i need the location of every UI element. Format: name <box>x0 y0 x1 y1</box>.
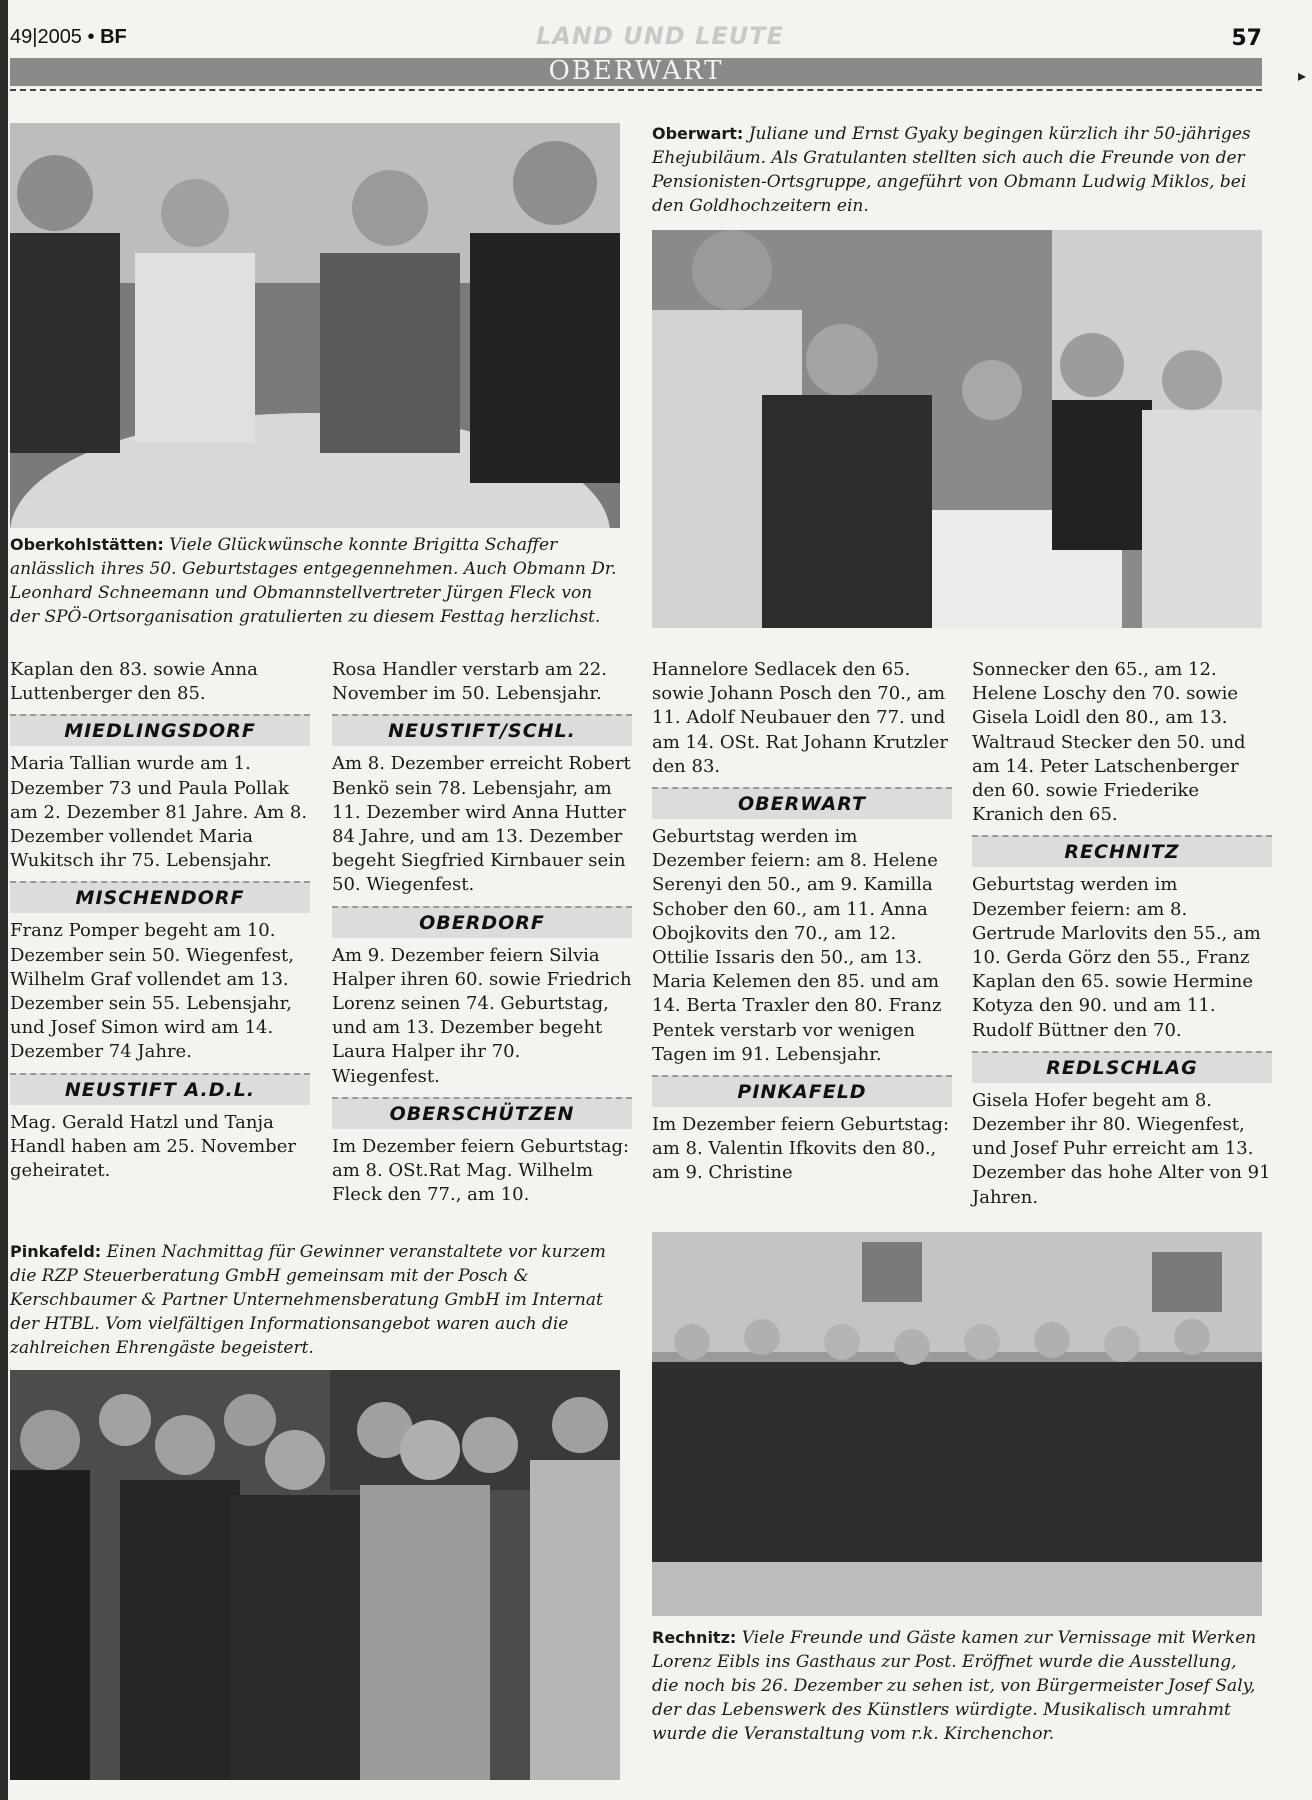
photo-oberkohlstaetten <box>10 123 620 528</box>
issue-header <box>10 26 127 49</box>
text-column-4 <box>972 658 1272 1210</box>
article-miedlingsdorf: Maria Tallian wurde am 1. Dezember 73 und Paula Pollak am 2. Dezember 81 Jahre. Am 8. Dezember vollendet Maria Wukitsch ihr 75. Lebensjahr. <box>10 753 308 872</box>
caption-pinkafeld <box>10 1240 620 1360</box>
page-spine-edge <box>0 0 8 1800</box>
heading-oberwart: OBERWART <box>652 787 952 819</box>
caption-place-label: Oberwart: <box>652 124 744 143</box>
heading-oberdorf: OBERDORF <box>332 906 632 938</box>
photo-pinkafeld <box>10 1370 620 1780</box>
column-intro: Rosa Handler verstarb am 22. November im 50. Lebensjahr. <box>332 659 607 705</box>
column-intro: Kaplan den 83. sowie Anna Luttenberger den 85. <box>10 659 258 705</box>
caption-oberwart <box>652 122 1252 218</box>
article-oberschuetzen: Im Dezember feiern Geburtstag: am 8. OSt.Rat Mag. Wilhelm Fleck den 77., am 10. <box>332 1135 630 1206</box>
heading-miedlingsdorf: MIEDLINGSDORF <box>10 714 310 746</box>
article-neustift-adl: Mag. Gerald Hatzl und Tanja Handl haben am 25. November geheiratet. <box>10 1111 296 1182</box>
section-title: LAND UND LEUTE <box>535 22 785 50</box>
caption-text: Einen Nachmittag für Gewinner veranstaltete vor kurzem die RZP Steuerberatung GmbH gemeinsam mit der Posch & Kerschbaumer & Partner Unternehmensberatung GmbH im Internat der HTBL. Vom vielfältigen Informationsangebot waren auch die zahlreichen Ehrengäste begeistert. <box>10 1242 606 1358</box>
column-intro: Hannelore Sedlacek den 65. sowie Johann Posch den 70., am 11. Adolf Neubauer den 77. und am 14. OSt. Rat Johann Krutzler den 83. <box>652 659 948 777</box>
caption-place-label: Pinkafeld: <box>10 1242 102 1261</box>
photo-oberwart <box>652 230 1262 628</box>
heading-neustift-adl: NEUSTIFT A.D.L. <box>10 1073 310 1105</box>
header-divider <box>10 89 1262 91</box>
photo-rechnitz <box>652 1232 1262 1616</box>
text-column-3 <box>652 658 952 1186</box>
heading-redlschlag: REDLSCHLAG <box>972 1051 1272 1083</box>
region-title: OBERWART <box>548 56 724 86</box>
heading-neustift-schl: NEUSTIFT/SCHL. <box>332 714 632 746</box>
caption-place-label: Oberkohlstätten: <box>10 535 164 554</box>
publication-name: BF <box>100 26 127 48</box>
text-column-2 <box>332 658 632 1207</box>
article-pinkafeld: Im Dezember feiern Geburtstag: am 8. Valentin Ifkovits den 80., am 9. Christine <box>652 1114 950 1184</box>
caption-text: Viele Glückwünsche konnte Brigitta Schaffer anlässlich ihres 50. Geburtstages entgegennehmen. Auch Obmann Dr. Leonhard Schneemann und Obmannstellvertreter Jürgen Fleck von der SPÖ-Ortsorganisation gratulierten zu diesem Festtag herzlichst. <box>10 535 617 627</box>
page-marker-arrow: ▸ <box>1297 66 1306 85</box>
heading-mischendorf: MISCHENDORF <box>10 881 310 913</box>
heading-rechnitz: RECHNITZ <box>972 835 1272 867</box>
article-rechnitz: Geburtstag werden im Dezember feiern: am 8. Gertrude Marlovits den 55., am 10. Gerda Görz den 55., Franz Kaplan den 65. sowie Hermine Kotyza den 90. und am 11. Rudolf Büttner den 70. <box>972 874 1261 1041</box>
header-bullet: • <box>87 26 95 48</box>
article-neustift-schl: Am 8. Dezember erreicht Robert Benkö sein 78. Lebensjahr, am 11. Dezember wird Anna Hutter 84 Jahre, und am 13. Dezember begeht Siegfried Kirnbauer sein 50. Wiegenfest. <box>332 753 631 896</box>
caption-text: Juliane und Ernst Gyaky begingen kürzlich ihr 50-jähriges Ehejubiläum. Als Gratulanten stellten sich auch die Freunde von der Pensionisten-Ortsgruppe, angeführt von Obmann Ludwig Miklos, bei den Goldhochzeitern ein. <box>652 124 1251 216</box>
caption-place-label: Rechnitz: <box>652 1628 737 1647</box>
caption-text: Viele Freunde und Gäste kamen zur Vernissage mit Werken Lorenz Eibls ins Gasthaus zur Post. Eröffnet wurde die Ausstellung, die noch bis 26. Dezember zu sehen ist, von Bürgermeister Josef Saly, der das Lebenswerk des Künstlers würdigte. Musikalisch umrahmt wurde die Veranstaltung vom r.k. Kirchenchor. <box>652 1628 1257 1744</box>
heading-pinkafeld: PINKAFELD <box>652 1075 952 1107</box>
caption-oberkohlstaetten <box>10 533 620 629</box>
page-number: 57 <box>1231 26 1262 51</box>
article-redlschlag: Gisela Hofer begeht am 8. Dezember ihr 80. Wiegenfest, und Josef Puhr erreicht am 13. Dezember das hohe Alter von 91 Jahren. <box>972 1089 1271 1208</box>
issue-number: 49|2005 <box>10 26 82 48</box>
article-oberdorf: Am 9. Dezember feiern Silvia Halper ihren 60. sowie Friedrich Lorenz seinen 74. Geburtstag, und am 13. Dezember begeht Laura Halper ihr 70. Wiegenfest. <box>332 944 632 1087</box>
heading-oberschuetzen: OBERSCHÜTZEN <box>332 1097 632 1129</box>
text-column-1 <box>10 658 310 1183</box>
caption-rechnitz <box>652 1626 1257 1746</box>
article-oberwart: Geburtstag werden im Dezember feiern: am 8. Helene Serenyi den 50., am 9. Kamilla Schober den 60., am 11. Anna Obojkovits den 70., am 12. Ottilie Issaris den 50., am 13. Maria Kelemen den 85. und am 14. Berta Traxler den 80. Franz Pentek verstarb vor wenigen Tagen im 91. Lebensjahr. <box>652 826 942 1065</box>
article-mischendorf: Franz Pomper begeht am 10. Dezember sein 50. Wiegenfest, Wilhelm Graf vollendet am 13. Dezember sein 55. Lebensjahr, und Josef Simon wird am 14. Dezember 74 Jahre. <box>10 920 294 1063</box>
column-intro: Sonnecker den 65., am 12. Helene Loschy den 70. sowie Gisela Loidl den 80., am 13. Waltraud Stecker den 50. und am 14. Peter Latschenberger den 60. sowie Friederike Kranich den 65. <box>972 659 1246 826</box>
